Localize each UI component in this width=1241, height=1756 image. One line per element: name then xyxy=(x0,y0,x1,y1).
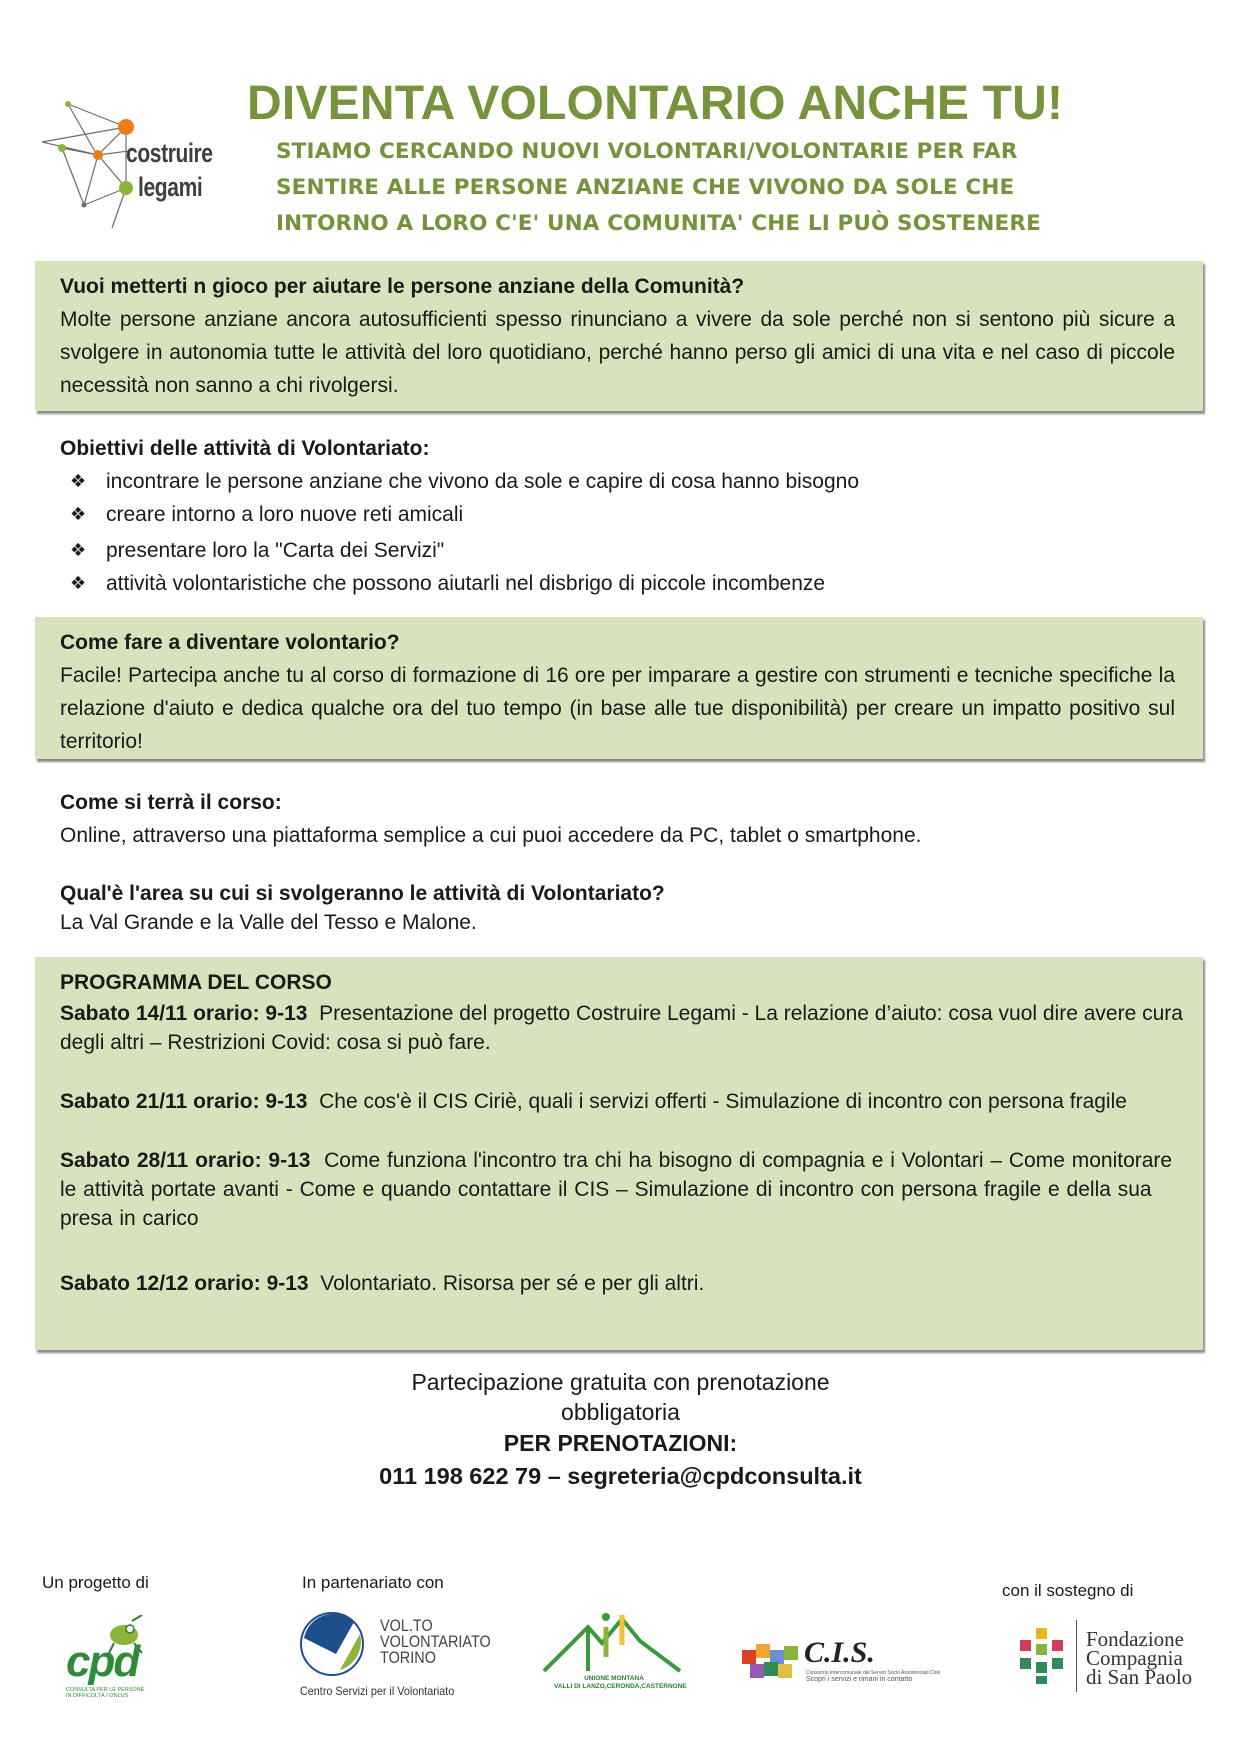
cpd-caption-line: CONSULTA PER LE PERSONE xyxy=(66,1687,145,1693)
program-text: Come funziona l'incontro tra chi ha bisogno di compagnia e i Volontari – Come monitorare le attività portate avanti - Come e quando contattare il CIS – Simulazione di incontro con persona fragile e della sua presa in carico xyxy=(60,1149,1173,1230)
how-section xyxy=(60,626,1175,758)
program-item xyxy=(60,1146,1195,1233)
program-item xyxy=(60,1087,1195,1116)
cta-line: Partecipazione gratuita con prenotazione xyxy=(411,1369,830,1395)
fondazione-line: di San Paolo xyxy=(1086,1665,1193,1689)
cis-caption-line: Scopri i servizi e rimani in contatto xyxy=(806,1676,913,1683)
program-item xyxy=(60,1269,1195,1298)
goal-text: creare intorno a loro nuove reti amicali xyxy=(106,503,464,526)
cta-line: obbligatoria xyxy=(561,1399,680,1425)
intro-heading: Vuoi metterti n gioco per aiutare le persone anziane della Comunità? xyxy=(60,275,745,298)
area-body: La Val Grande e la Valle del Tesso e Malone. xyxy=(60,911,477,934)
area-heading: Qual'è l'area su cui si svolgeranno le attività di Volontariato? xyxy=(60,882,665,905)
volto-line: VOLONTARIATO xyxy=(380,1632,491,1651)
diamond-bullet-icon: ❖ xyxy=(70,504,87,525)
list-item xyxy=(60,498,1175,531)
subtitle-line: INTORNO A LORO C'E' UNA COMUNITA' CHE LI PUÒ SOSTENERE xyxy=(276,211,1041,236)
program-date: Sabato 12/12 orario: 9-13 xyxy=(60,1272,309,1295)
unione-caption xyxy=(554,1675,687,1691)
volto-logo xyxy=(300,1612,491,1700)
booking-contact[interactable]: 011 198 622 79 – segreteria@cpdconsulta.it xyxy=(379,1463,862,1489)
cpd-logo xyxy=(62,1615,162,1700)
goal-text: attività volontaristiche che possono aiutarli nel disbrigo di piccole incombenze xyxy=(106,572,826,595)
page-title: DIVENTA VOLONTARIO ANCHE TU! xyxy=(247,77,1064,130)
unione-montana-logo xyxy=(540,1605,685,1697)
checker-icon xyxy=(1020,1628,1064,1684)
program-section xyxy=(60,966,1195,1298)
list-item xyxy=(60,465,1175,498)
program-text: Che cos'è il CIS Ciriè, quali i servizi offerti - Simulazione di incontro con persona fragile xyxy=(319,1090,1127,1113)
program-date: Sabato 14/11 orario: 9-13 xyxy=(60,1002,308,1025)
fondazione-name xyxy=(1086,1627,1193,1689)
goals-section xyxy=(60,432,1175,600)
program-text: Volontariato. Risorsa per sé e per gli altri. xyxy=(320,1272,705,1295)
fondazione-line: Fondazione xyxy=(1086,1627,1184,1651)
logo-word-legami: legami xyxy=(138,172,203,202)
course-body: Online, attraverso una piattaforma semplice a cui puoi accedere da PC, tablet o smartphone. xyxy=(60,824,922,847)
area-section xyxy=(60,877,1175,939)
diamond-bullet-icon: ❖ xyxy=(70,471,87,492)
subtitle-line: STIAMO CERCANDO NUOVI VOLONTARI/VOLONTARIE PER FAR xyxy=(276,139,1018,164)
cpd-caption-line: IN DIFFICOLTÀ / ONLUS xyxy=(66,1693,129,1699)
unione-line: VALLI DI LANZO,CERONDA,CASTERNONE xyxy=(554,1683,687,1690)
fondazione-logo xyxy=(1020,1620,1200,1700)
volto-emblem-icon xyxy=(300,1612,364,1676)
course-heading: Come si terrà il corso: xyxy=(60,791,282,814)
cpd-caption xyxy=(66,1687,144,1699)
course-section xyxy=(60,786,1175,852)
unione-line: UNIONE MONTANA xyxy=(584,1675,644,1682)
footer-label-support: con il sostegno di xyxy=(1002,1581,1134,1600)
program-text: Presentazione del progetto Costruire Legami - La relazione d’aiuto: cosa vuol dire avere cura degli altri – Restrizioni Covid: cosa si può fare. xyxy=(60,1002,1183,1054)
volto-line: VOL.TO xyxy=(380,1616,433,1635)
volto-name xyxy=(380,1618,491,1666)
volto-line: TORINO xyxy=(380,1648,436,1667)
intro-body: Molte persone anziane ancora autosufficienti spesso rinunciano a vivere da sole perché non si sentono più sicure a svolgere in autonomia tutte le attività del loro quotidiano, perché hanno perso gli amici di una vita e nel caso di piccole necessità non sanno a chi rivolgersi. xyxy=(60,308,1175,397)
subtitle xyxy=(276,134,1126,242)
diamond-bullet-icon: ❖ xyxy=(70,573,87,594)
footer-label-project: Un progetto di xyxy=(42,1573,149,1592)
booking-heading: PER PRENOTAZIONI: xyxy=(503,1430,738,1456)
goal-text: presentare loro la "Carta dei Servizi" xyxy=(106,539,445,562)
program-item xyxy=(60,999,1195,1057)
goals-list xyxy=(60,465,1175,600)
volto-caption: Centro Servizi per il Volontariato xyxy=(300,1684,455,1698)
footer-label-partner: In partenariato con xyxy=(302,1573,444,1592)
diamond-bullet-icon: ❖ xyxy=(70,540,87,561)
subtitle-line: SENTIRE ALLE PERSONE ANZIANE CHE VIVONO DA SOLE CHE xyxy=(276,175,1015,200)
cpd-wordmark: cpd xyxy=(66,1637,139,1686)
intro-section xyxy=(60,270,1175,402)
list-item xyxy=(60,534,1175,567)
list-item xyxy=(60,567,1175,600)
cis-wordmark: C.I.S. xyxy=(804,1636,875,1669)
puzzle-icon xyxy=(740,1640,802,1684)
how-body: Facile! Partecipa anche tu al corso di formazione di 16 ore per imparare a gestire con strumenti e tecniche specifiche la relazione d'aiuto e dedica qualche ora del tuo tempo (in base alle tue disponibilità) per creare un impatto positivo sul territorio! xyxy=(60,664,1175,753)
goals-heading: Obiettivi delle attività di Volontariato: xyxy=(60,437,430,460)
cis-caption xyxy=(806,1670,940,1684)
program-date: Sabato 28/11 orario: 9-13 xyxy=(60,1149,311,1172)
program-date: Sabato 21/11 orario: 9-13 xyxy=(60,1090,308,1113)
logo-word-costruire: costruire xyxy=(126,138,213,168)
mountains-icon xyxy=(540,1605,685,1675)
cis-logo xyxy=(740,1636,941,1690)
cis-caption-line: Consorzio Intercomunale dei Servizi Socio Assistenziali Ciriè xyxy=(806,1670,941,1676)
fondazione-line: Compagnia xyxy=(1086,1646,1183,1670)
how-heading: Come fare a diventare volontario? xyxy=(60,631,400,654)
goal-text: incontrare le persone anziane che vivono da sole e capire di cosa hanno bisogno xyxy=(106,470,860,493)
program-heading: PROGRAMMA DEL CORSO xyxy=(60,971,332,994)
costruire-legami-logo xyxy=(42,100,242,230)
fondazione-divider xyxy=(1076,1620,1077,1692)
